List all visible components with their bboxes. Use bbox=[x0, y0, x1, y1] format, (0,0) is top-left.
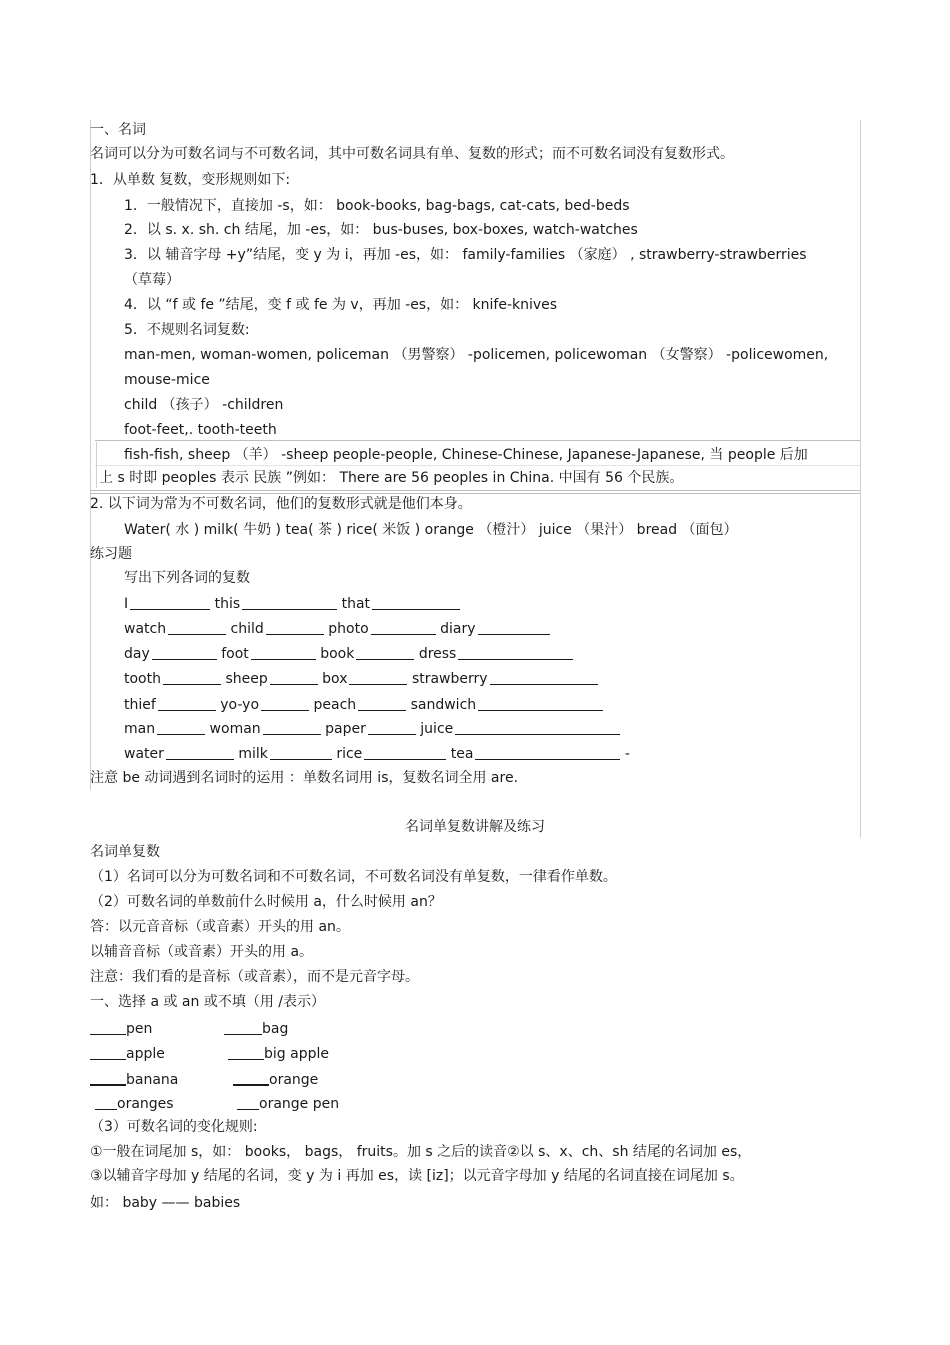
answer-blank[interactable] bbox=[163, 670, 221, 685]
choice-item bbox=[90, 1045, 165, 1063]
section2-paragraph-8: ③以辅音字母加 y 结尾的名词，变 y 为 i 再加 es，读 [iz]；以元音字母加 y 结尾的名词直接在词尾加 s。 bbox=[90, 1168, 744, 1184]
exercise-row bbox=[124, 595, 460, 613]
choice-heading: 一、选择 a 或 an 或不填（用 /表示） bbox=[90, 994, 325, 1010]
exercise-word: water bbox=[124, 746, 164, 762]
exercise-word: man bbox=[124, 721, 156, 737]
exercise-row bbox=[124, 696, 603, 714]
exercise-word: this bbox=[214, 596, 241, 612]
rule-line: man-men, woman-women, policeman （男警察） -policemen, policewoman （女警察） -policewomen, bbox=[124, 347, 829, 363]
rule-line: fish-fish, sheep （羊） -sheep people-people, Chinese-Chinese, Japanese-Japanese, 当 people 后加 bbox=[124, 447, 808, 463]
frame-mid-line bbox=[95, 465, 860, 466]
choice-word: orange pen bbox=[259, 1096, 340, 1112]
answer-blank[interactable] bbox=[130, 595, 210, 610]
exercise-word: foot bbox=[221, 646, 249, 662]
exercise-word: child bbox=[230, 621, 264, 637]
frame-left-line bbox=[90, 120, 91, 790]
answer-blank[interactable] bbox=[152, 645, 217, 660]
choice-blank[interactable] bbox=[224, 1020, 262, 1035]
uncountable-list: Water( 水 ) milk( 牛奶 ) tea( 茶 ) rice( 米饭 ) orange （橙汁） juice （果汁） bread （面包） bbox=[124, 522, 738, 538]
choice-blank[interactable] bbox=[237, 1095, 259, 1110]
section2-heading: 名词单复数 bbox=[90, 844, 160, 860]
answer-blank[interactable] bbox=[455, 720, 620, 735]
choice-item bbox=[90, 1070, 178, 1089]
exercise-word: paper bbox=[325, 721, 366, 737]
section2-paragraph-6: （3）可数名词的变化规则: bbox=[90, 1119, 258, 1135]
answer-blank[interactable] bbox=[478, 696, 603, 711]
choice-word: apple bbox=[126, 1046, 165, 1062]
section2-title: 名词单复数讲解及练习 bbox=[405, 819, 545, 835]
exercise-word: that bbox=[341, 596, 371, 612]
section2-paragraph-7: ①一般在词尾加 s，如： books， bags， fruits。加 s 之后的读音②以 s、x、ch、sh 结尾的名词加 es， bbox=[90, 1144, 752, 1160]
choice-word: orange bbox=[269, 1072, 319, 1088]
rule-line: 上 s 时即 peoples 表示 民族 ”例如： There are 56 peoples in China. 中国有 56 个民族。 bbox=[99, 470, 684, 486]
exercise-word: diary bbox=[440, 621, 476, 637]
exercise-instruction: 写出下列各词的复数 bbox=[124, 570, 250, 586]
exercise-row bbox=[124, 745, 630, 763]
uncountable-intro: 2. 以下词为常为不可数名词，他们的复数形式就是他们本身。 bbox=[90, 496, 472, 512]
choice-item bbox=[233, 1070, 318, 1089]
exercise-word: strawberry bbox=[411, 671, 488, 687]
rule-intro: 1．从单数 复数，变形规则如下: bbox=[90, 172, 291, 188]
choice-item bbox=[237, 1095, 339, 1113]
answer-blank[interactable] bbox=[368, 720, 416, 735]
rule-line: 5．不规则名词复数: bbox=[124, 322, 250, 338]
answer-blank[interactable] bbox=[358, 696, 406, 711]
rule-line: 1．一般情况下，直接加 -s，如： book-books, bag-bags, cat-cats, bed-beds bbox=[124, 198, 630, 214]
section2-paragraph-9: 如： baby —— babies bbox=[90, 1195, 241, 1211]
frame-inner-left-line bbox=[96, 442, 97, 488]
exercise-row bbox=[124, 720, 620, 738]
frame-right-line bbox=[860, 120, 861, 838]
exercise-word: woman bbox=[209, 721, 261, 737]
answer-blank[interactable] bbox=[364, 745, 446, 760]
exercise-row bbox=[124, 620, 550, 638]
intro-paragraph: 名词可以分为可数名词与不可数名词，其中可数名词具有单、复数的形式；而不可数名词没有复数形式。 bbox=[90, 146, 734, 162]
choice-word: pen bbox=[126, 1021, 153, 1037]
section2-paragraph-1: （1）名词可以分为可数名词和不可数名词，不可数名词没有单复数，一律看作单数。 bbox=[90, 869, 617, 885]
choice-item bbox=[90, 1020, 152, 1038]
answer-blank[interactable] bbox=[475, 745, 620, 760]
section2-paragraph-4: 以辅音音标（或音素）开头的用 a。 bbox=[90, 944, 314, 960]
answer-blank[interactable] bbox=[478, 620, 550, 635]
choice-blank[interactable] bbox=[90, 1020, 126, 1035]
exercise-word: dress bbox=[418, 646, 457, 662]
answer-blank[interactable] bbox=[157, 720, 205, 735]
exercise-word: day bbox=[124, 646, 150, 662]
exercise-word: tea bbox=[450, 746, 474, 762]
answer-blank[interactable] bbox=[372, 595, 460, 610]
choice-blank[interactable] bbox=[95, 1095, 117, 1110]
rule-line: 3．以 辅音字母 +y”结尾，变 y 为 i，再加 -es，如： family-families （家庭） , strawberry-strawberries bbox=[124, 247, 807, 263]
rule-line: mouse-mice bbox=[124, 372, 210, 388]
exercise-word: thief bbox=[124, 697, 156, 713]
rule-line: foot-feet,. tooth-teeth bbox=[124, 422, 277, 438]
answer-blank[interactable] bbox=[270, 745, 332, 760]
answer-blank[interactable] bbox=[168, 620, 226, 635]
choice-word: big apple bbox=[264, 1046, 329, 1062]
rule-line: （草莓） bbox=[124, 272, 180, 288]
answer-blank[interactable] bbox=[356, 645, 414, 660]
exercise-word: box bbox=[322, 671, 348, 687]
section2-paragraph-2: （2）可数名词的单数前什么时候用 a，什么时候用 an？ bbox=[90, 894, 442, 910]
answer-blank[interactable] bbox=[261, 696, 309, 711]
rule-line: 4．以 “f 或 fe ”结尾，变 f 或 fe 为 v，再加 -es，如： knife-knives bbox=[124, 297, 558, 313]
choice-word: bag bbox=[262, 1021, 289, 1037]
answer-blank[interactable] bbox=[158, 696, 216, 711]
choice-blank[interactable] bbox=[90, 1045, 126, 1060]
exercise-word: tooth bbox=[124, 671, 161, 687]
section2-paragraph-3: 答：以元音音标（或音素）开头的用 an。 bbox=[90, 919, 350, 935]
choice-blank[interactable] bbox=[228, 1045, 264, 1060]
exercise-word: peach bbox=[313, 697, 357, 713]
answer-blank[interactable] bbox=[266, 620, 324, 635]
exercise-word: I bbox=[124, 596, 129, 612]
rule-line: child （孩子） -children bbox=[124, 397, 284, 413]
answer-blank[interactable] bbox=[166, 745, 234, 760]
answer-blank[interactable] bbox=[458, 645, 573, 660]
exercise-row bbox=[124, 670, 598, 688]
answer-blank[interactable] bbox=[349, 670, 407, 685]
exercise-word: watch bbox=[124, 621, 167, 637]
exercise-word: photo bbox=[328, 621, 369, 637]
exercise-title: 练习题 bbox=[90, 546, 132, 562]
choice-blank[interactable] bbox=[233, 1070, 269, 1086]
exercise-word: milk bbox=[238, 746, 268, 762]
answer-blank[interactable] bbox=[263, 720, 321, 735]
exercise-word: book bbox=[320, 646, 355, 662]
choice-word: banana bbox=[126, 1072, 179, 1088]
answer-blank[interactable] bbox=[371, 620, 436, 635]
exercise-row bbox=[124, 645, 573, 663]
rule-line: 2．以 s. x. sh. ch 结尾，加 -es，如： bus-buses, box-boxes, watch-watches bbox=[124, 222, 638, 238]
exercise-word: yo-yo bbox=[220, 697, 260, 713]
section2-paragraph-5: 注意：我们看的是音标（或音素），而不是元音字母。 bbox=[90, 969, 419, 985]
choice-item bbox=[224, 1020, 288, 1038]
choice-word: oranges bbox=[117, 1096, 174, 1112]
section-heading: 一、名词 bbox=[90, 122, 146, 138]
answer-blank[interactable] bbox=[242, 595, 337, 610]
answer-blank[interactable] bbox=[490, 670, 598, 685]
choice-blank[interactable] bbox=[90, 1070, 126, 1086]
exercise-word: sheep bbox=[225, 671, 268, 687]
answer-blank[interactable] bbox=[251, 645, 316, 660]
exercise-word: rice bbox=[336, 746, 363, 762]
frame-top-line bbox=[95, 440, 860, 441]
choice-item bbox=[95, 1095, 174, 1113]
frame-bottom-line-2 bbox=[90, 493, 860, 494]
exercise-word: juice bbox=[420, 721, 454, 737]
exercise-word: sandwich bbox=[410, 697, 477, 713]
row-suffix: - bbox=[624, 746, 630, 762]
answer-blank[interactable] bbox=[270, 670, 318, 685]
be-verb-note: 注意 be 动词遇到名词时的运用 ：单数名词用 is，复数名词全用 are. bbox=[90, 770, 519, 786]
frame-bottom-line bbox=[90, 490, 860, 491]
choice-item bbox=[228, 1045, 329, 1063]
